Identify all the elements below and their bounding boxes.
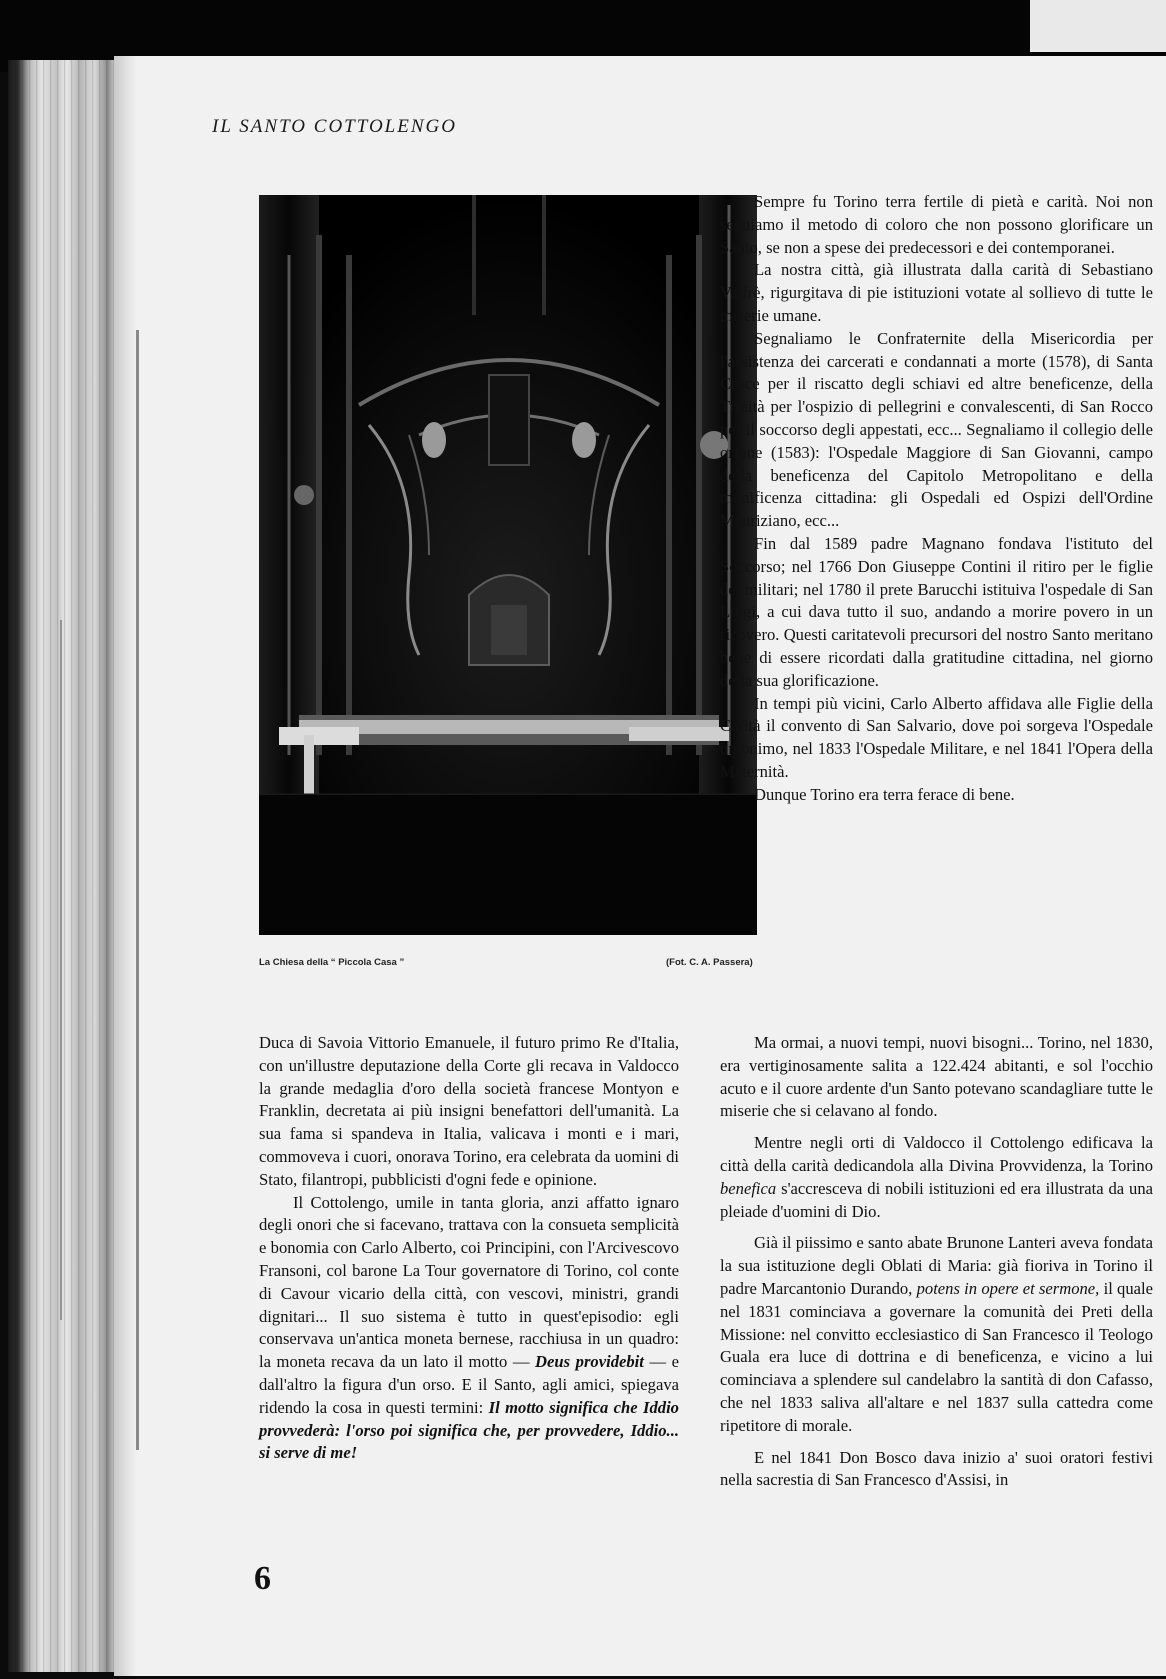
italic-quote: potens in opere et sermone, bbox=[916, 1278, 1100, 1298]
page-number: 6 bbox=[254, 1560, 271, 1597]
binding-shadow-line bbox=[60, 620, 62, 1320]
paragraph: Dunque Torino era terra ferace di bene. bbox=[754, 784, 1015, 804]
book-binding-edge bbox=[8, 60, 116, 1672]
paragraph-text: — e dall'altro la figura d'un orso. E il Santo, agli amici, spiegava ridendo la cosa in questi termini: bbox=[259, 1352, 680, 1417]
paragraph: Segnaliamo le Confraternite della Misericordia per l'assistenza dei carcerati e condannati a morte (1578), di Santa Croce per il riscatto degli schiavi ed altre beneficenze, della Trinità per l'ospizio di pellegrini e convalescenti, di San Rocco per il soccorso degli appestati, ecc... Segnaliamo il collegio delle orfane (1583): l'Ospedale Maggiore di San Giovanni, campo della beneficenza del Capitolo Metropolitano e della munificenza cittadina: gli Ospedali ed Ospizi dell'Ordine Mauriziano, ecc... bbox=[720, 328, 1153, 531]
quote: Il motto significa che Iddio provvederà: l'orso poi significa che, per provvedere, Iddio... si serve di me! bbox=[259, 1397, 679, 1463]
paragraph-text: Il Cottolengo, umile in tanta gloria, anzi affatto ignaro degli onori che si facevano, trattava con la consueta semplicità e bonomia con Carlo Alberto, coi Principini, con l'Arcivescovo Fransoni, col barone La Tour governatore di Torino, col conte di Cavour vicario della città, con vescovi, ministri, grandi dignitari... Il suo sistema è tutto in quest'episodio: egli conservava un'antica moneta bernese, racchiusa in un quadro: la moneta recava da un lato il motto — bbox=[259, 1192, 679, 1372]
paragraph-text: s'accresceva di nobili istituzioni ed era illustrata da una pleiade d'uomini di Dio. bbox=[720, 1178, 1154, 1221]
italic-term: benefica bbox=[720, 1178, 777, 1198]
left-text-column bbox=[259, 1032, 679, 1465]
paragraph: In tempi più vicini, Carlo Alberto affidava alle Figlie della Carità il convento di San Salvario, dove poi sorgeva l'Ospedale omonimo, nel 1833 l'Ospedale Militare, e nel 1841 l'Opera della Maternità. bbox=[720, 693, 1153, 781]
motto: Deus providebit bbox=[535, 1352, 644, 1372]
church-interior-photo bbox=[259, 195, 757, 935]
paragraph: Fin dal 1589 padre Magnano fondava l'istituto del Soccorso; nel 1766 Don Giuseppe Contini il ritiro per le figlie dei militari; nel 1780 il prete Barucchi istituiva l'ospedale di San Luigi, a cui dava tutto il suo, andando a morire povero in un ricovero. Questi caritatevoli precursori del nostro Santo meritano bene di essere ricordati dalla gratitudine cittadina, nel giorno della sua glorificazione. bbox=[720, 533, 1153, 690]
paragraph bbox=[720, 1232, 1153, 1437]
paragraph: Ma ormai, a nuovi tempi, nuovi bisogni... Torino, nel 1830, era vertiginosamente salita a 122.424 abitanti, e sol l'occhio acuto e il cuore ardente d'un Santo potevano scandagliare tutte le miserie che si celavano al fondo. bbox=[720, 1033, 1153, 1121]
paragraph: Sempre fu Torino terra fertile di pietà e carità. Noi non seguiamo il metodo di coloro che non possono glorificare un Santo, se non a spese dei predecessori e dei contemporanei. bbox=[720, 192, 1153, 257]
running-head: IL SANTO COTTOLENGO bbox=[212, 116, 457, 137]
paragraph bbox=[720, 1132, 1153, 1223]
right-text-column-bottom bbox=[720, 1032, 1153, 1492]
page-gutter-line bbox=[136, 330, 139, 1450]
paragraph-text: il quale nel 1831 cominciava a governare la comunità dei Preti della Missione: nel convitto ecclesiastico di San Francesco il Teologo Guala era luce di dottrina e di beneficenza, e vicino a lui cominciava a splendere sul candelabro la santità di don Cafasso, che nel 1833 saliva all'altare e nel 1837 sulla cattedra come ripetitore di morale. bbox=[720, 1278, 1153, 1435]
paragraph: Duca di Savoia Vittorio Emanuele, il futuro primo Re d'Italia, con un'illustre deputazione della Corte gli recava in Valdocco la grande medaglia d'oro della società francese Montyon e Franklin, decretata ai più insigni benefattori dell'umanità. La sua fama si spandeva in Italia, valicava i monti e i mari, commoveva i cuori, onorava Torino, era celebrata da uomini di Stato, filantropi, pubblicisti d'ogni fede e opinione. bbox=[259, 1033, 679, 1189]
paragraph: E nel 1841 Don Bosco dava inizio a' suoi oratori festivi nella sacrestia di San Francesco d'Assisi, in bbox=[720, 1447, 1153, 1490]
right-text-column-top bbox=[720, 191, 1153, 807]
paragraph: La nostra città, già illustrata dalla carità di Sebastiano Valfrè, rigurgitava di pie istituzioni votate al sollievo di tutte le miserie umane. bbox=[720, 260, 1153, 325]
photo-caption: La Chiesa della “ Piccola Casa ” bbox=[259, 957, 405, 968]
paragraph bbox=[259, 1192, 679, 1466]
church-photo-image bbox=[259, 195, 757, 935]
paragraph-text: Mentre negli orti di Valdocco il Cottolengo edificava la città della carità dedicandola alla Divina Provvidenza, la Torino bbox=[720, 1133, 1153, 1175]
photo-credit: (Fot. C. A. Passera) bbox=[666, 957, 753, 968]
scan-corner-tab bbox=[1030, 0, 1166, 52]
paragraph-text: Già il piissimo e santo abate Brunone Lanteri aveva fondata la sua istituzione degli Oblati di Maria: già fioriva in Torino il padre Marcantonio Durando, bbox=[720, 1233, 1153, 1298]
